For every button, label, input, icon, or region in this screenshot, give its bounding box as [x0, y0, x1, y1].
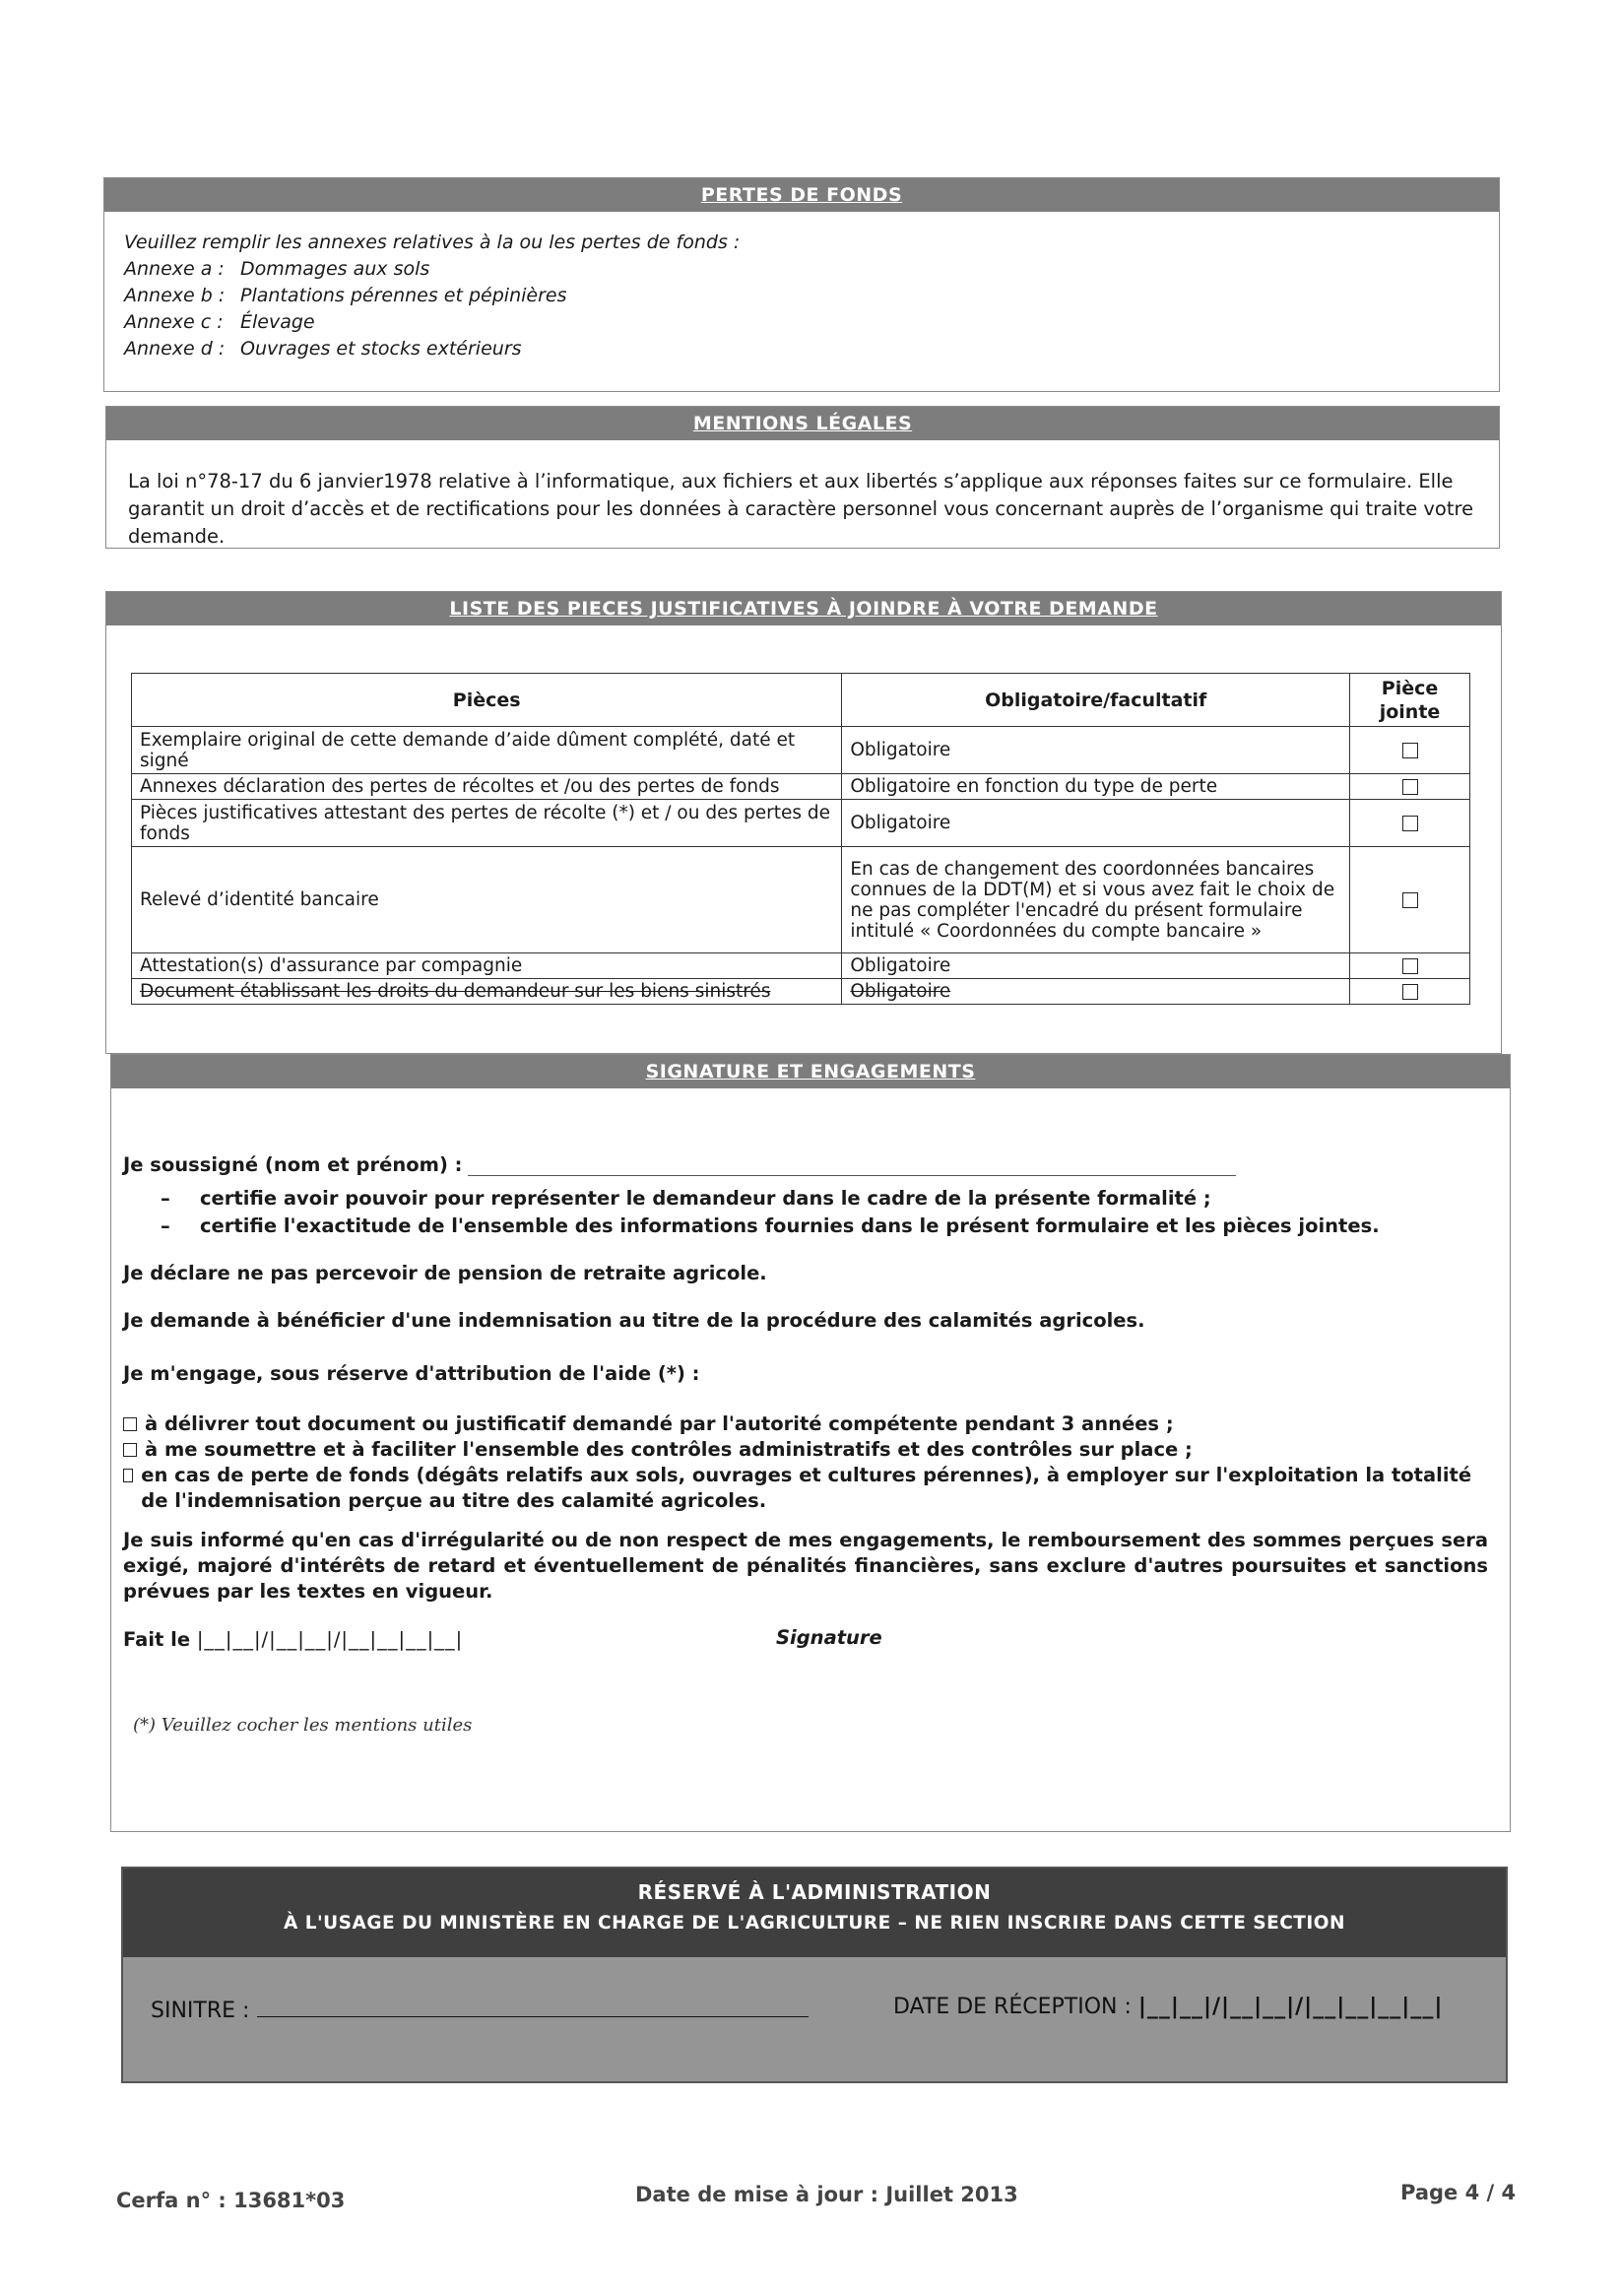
table-row: Attestation(s) d'assurance par compagnie Obligatoire: [132, 953, 1470, 979]
engagement-checkbox[interactable]: [123, 1469, 133, 1482]
engagement-checkbox[interactable]: [123, 1417, 137, 1431]
piece-jointe-checkbox[interactable]: [1402, 892, 1418, 908]
pieces-table: [131, 673, 1470, 1005]
sinitre-input: [257, 2016, 809, 2017]
administration-section: [121, 1867, 1508, 2083]
certifie-list: – certifie avoir pouvoir pour représenter le demandeur dans le cadre de la présente formalité ; – certifie l'exactitude de l'ensemble des informations fournies dans le présent formulaire et les pièces jointes.: [161, 1187, 1380, 1237]
fait-le-line: Fait le |__|__|/|__|__|/|__|__|__|__|: [123, 1628, 464, 1651]
nom-prenom-field[interactable]: [468, 1175, 1236, 1176]
table-row: Pièces justificatives attestant des pertes de récolte (*) et / ou des pertes de fonds Obligatoire: [132, 800, 1470, 847]
pieces-justificatives-section: [105, 591, 1502, 1054]
annexe-row: Annexe a : Dommages aux sols: [124, 258, 430, 280]
annexes-list: [124, 230, 740, 362]
cerfa-number: Cerfa n° : 13681*03: [116, 2189, 346, 2212]
piece-jointe-checkbox[interactable]: [1402, 958, 1418, 974]
sinitre-field: SINITRE :: [151, 1999, 809, 2023]
soussigne-line: Je soussigné (nom et prénom) :: [123, 1153, 1236, 1176]
pertes-de-fonds-section: [103, 177, 1500, 392]
section-title: LISTE DES PIECES JUSTIFICATIVES À JOINDRE À VOTRE DEMANDE: [106, 592, 1501, 625]
signature-engagements-section: [110, 1054, 1511, 1832]
table-row: Exemplaire original de cette demande d’aide dûment complété, daté et signé Obligatoire: [132, 727, 1470, 774]
section-title: SIGNATURE ET ENGAGEMENTS: [111, 1055, 1510, 1088]
fait-le-date-field[interactable]: |__|__|/|__|__|/|__|__|__|__|: [196, 1628, 464, 1651]
header-pieces: Pièces: [132, 674, 842, 727]
annexe-row: Annexe c : Élevage: [124, 311, 315, 333]
declare-text: Je déclare ne pas percevoir de pension de retraite agricole.: [123, 1262, 767, 1284]
section-title: PERTES DE FONDS: [104, 178, 1499, 212]
piece-jointe-checkbox[interactable]: [1402, 984, 1418, 1000]
header-piece-jointe: Pièce jointe: [1350, 674, 1470, 727]
engage-text: Je m'engage, sous réserve d'attribution de l'aide (*) :: [123, 1362, 700, 1385]
footnote: (*) Veuillez cocher les mentions utiles: [133, 1715, 473, 1736]
admin-title: RÉSERVÉ À L'ADMINISTRATION À L'USAGE DU MINISTÈRE EN CHARGE DE L'AGRICULTURE – NE RIEN INSCRIRE DANS CETTE SECTION: [123, 1869, 1506, 1957]
demande-text: Je demande à bénéficier d'une indemnisation au titre de la procédure des calamités agricoles.: [123, 1309, 1145, 1332]
date-reception-field: DATE DE RÉCEPTION : |__|__|/|__|__|/|__|__|__|__|: [893, 1995, 1444, 2019]
table-row: Relevé d’identité bancaire En cas de changement des coordonnées bancaires connues de la DDT(M) et si vous avez fait le choix de ne pas compléter l'encadré du présent formulaire intitulé « Coordonnées du compte bancaire »: [132, 847, 1470, 953]
annexes-intro: Veuillez remplir les annexes relatives à la ou les pertes de fonds :: [124, 231, 741, 253]
table-row: Annexes déclaration des pertes de récoltes et /ou des pertes de fonds Obligatoire en fonction du type de perte: [132, 774, 1470, 800]
table-header-row: [132, 674, 1470, 727]
update-date: Date de mise à jour : Juillet 2013: [635, 2183, 1018, 2206]
section-title: MENTIONS LÉGALES: [106, 407, 1499, 440]
piece-jointe-checkbox[interactable]: [1402, 743, 1418, 758]
piece-jointe-checkbox[interactable]: [1402, 779, 1418, 795]
engagement-checkbox[interactable]: [123, 1443, 137, 1457]
mentions-text: La loi n°78-17 du 6 janvier1978 relative à l’informatique, aux fichiers et aux libertés s’applique aux réponses faites sur ce formulaire. Elle garantit un droit d’accès et de rectifications pour les données à caractère personnel vous concernant auprès de l’organisme qui traite votre demande.: [128, 470, 1474, 548]
annexe-row: Annexe d : Ouvrages et stocks extérieurs: [124, 338, 522, 360]
header-obligatoire: Obligatoire/facultatif: [842, 674, 1350, 727]
piece-jointe-checkbox[interactable]: [1402, 816, 1418, 831]
table-row: Document établissant les droits du demandeur sur les biens sinistrés Obligatoire: [132, 979, 1470, 1005]
engagements-list: à délivrer tout document ou justificatif demandé par l'autorité compétente pendant 3 années ; à me soumettre et à faciliter l'ensemble des contrôles administratifs et des contrôles sur place ; en cas de perte de fonds (dégâts relatifs aux sols, ouvrages et cultures pérennes), à employer sur l'exploitation la totalité de l'indemnisation perçue au titre des calamité agricoles.: [123, 1411, 1490, 1514]
informe-text: Je suis informé qu'en cas d'irrégularité ou de non respect de mes engagements, le remboursement des sommes perçues sera exigé, majoré d'intérêts de retard et éventuellement de pénalités financières, sans exclure d'autres poursuites et sanctions prévues par les textes en vigueur.: [123, 1529, 1488, 1603]
signature-label: Signature: [776, 1626, 882, 1649]
mentions-legales-section: [105, 406, 1500, 549]
page-number: Page 4 / 4: [1400, 2181, 1517, 2204]
annexe-row: Annexe b : Plantations pérennes et pépinières: [124, 285, 567, 306]
